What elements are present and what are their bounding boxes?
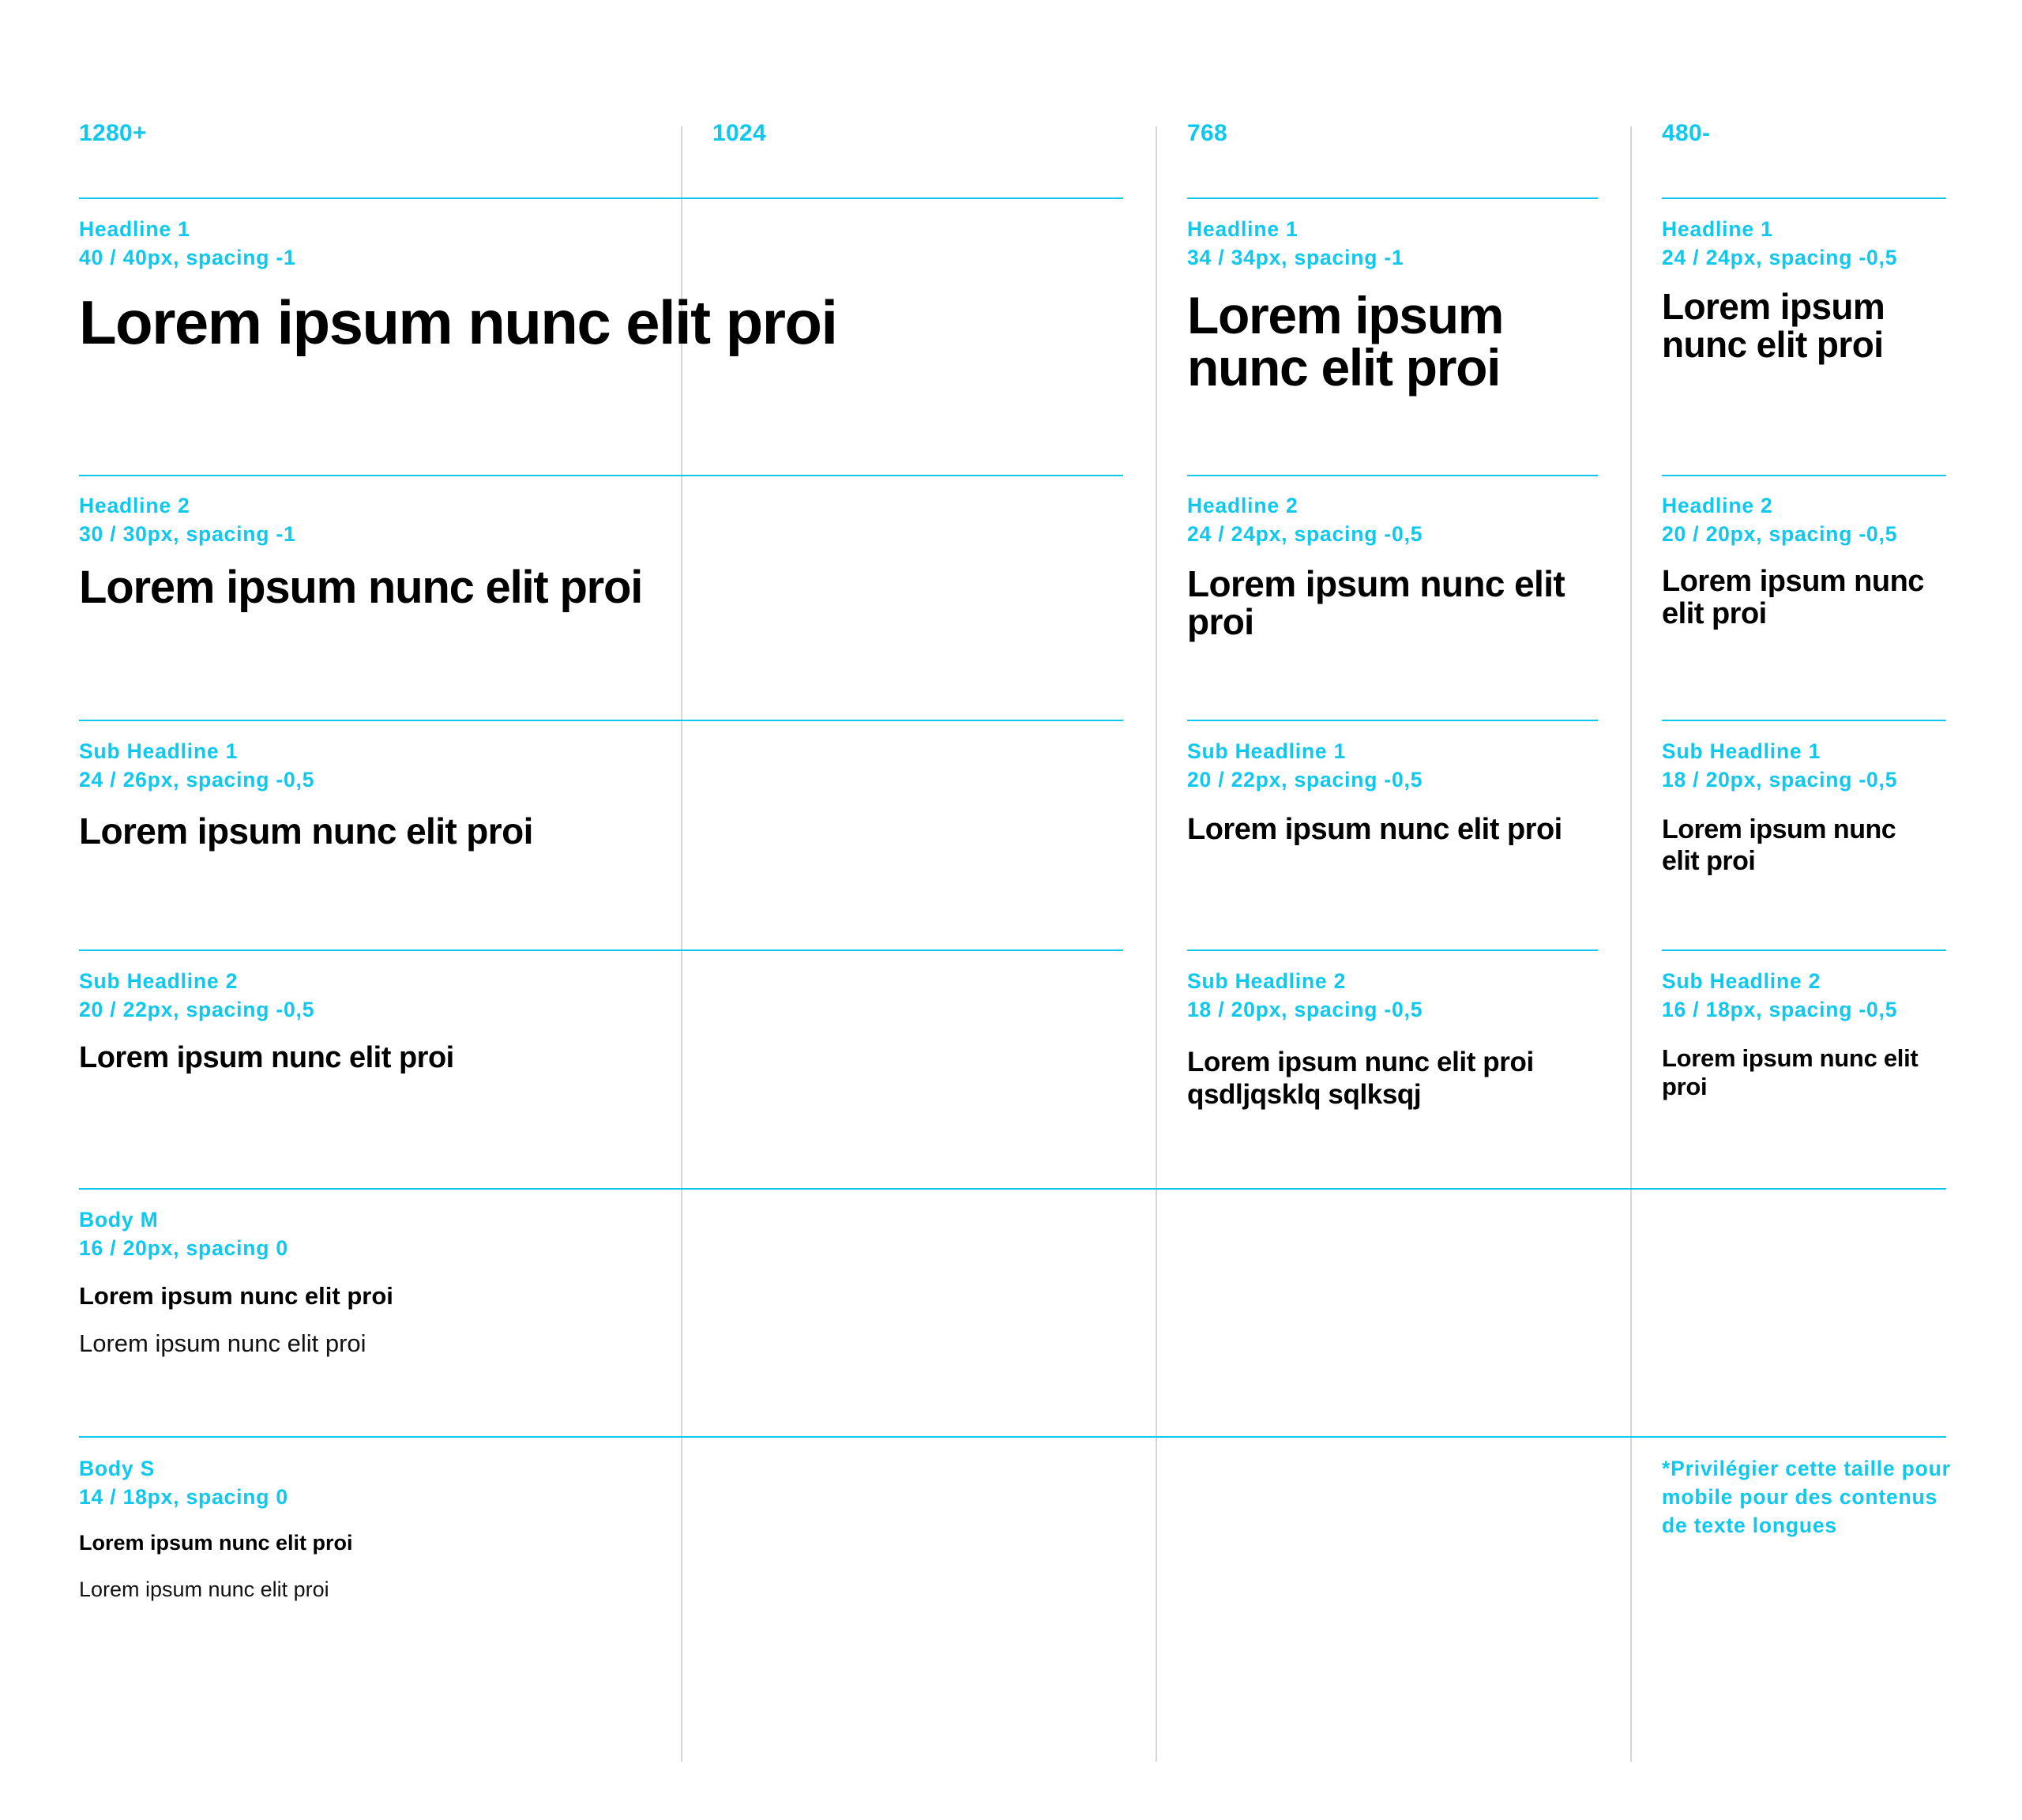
headline1-480-label [1662,215,1897,272]
style-spec: 20 / 22px, spacing -0,5 [1187,768,1423,792]
headline1-768-label [1187,215,1404,272]
style-name: Sub Headline 1 [1187,739,1347,763]
headline1-480-sample: Lorem ipsum nunc elit proi [1662,286,1885,365]
separator-headline2-480 [1662,475,1946,476]
style-spec: 34 / 34px, spacing -1 [1187,246,1404,269]
style-name: Headline 2 [1187,494,1299,517]
separator-subheadline1-768 [1187,720,1598,721]
style-name: Sub Headline 1 [1662,739,1821,763]
style-name: Body M [79,1208,159,1232]
style-name: Headline 1 [1662,217,1773,241]
breakpoint-1024-label: 1024 [712,120,766,146]
style-spec: 24 / 26px, spacing -0,5 [79,768,315,792]
headline2-768-label [1187,491,1423,548]
separator-headline1-480 [1662,197,1946,199]
subheadline2-480-sample: Lorem ipsum nunc elit proi [1662,1044,1919,1100]
column-divider-480 [1630,126,1632,1762]
breakpoint-1280-label: 1280+ [79,120,147,146]
style-spec: 18 / 20px, spacing -0,5 [1662,768,1898,792]
subheadline2-1280-label [79,967,314,1024]
style-name: Sub Headline 1 [79,739,239,763]
style-spec: 40 / 40px, spacing -1 [79,246,296,269]
body-s-bold-sample: Lorem ipsum nunc elit proi [79,1531,353,1555]
style-spec: 16 / 18px, spacing -0,5 [1662,998,1898,1021]
style-name: Sub Headline 2 [1187,969,1347,993]
body-m-label [79,1205,288,1262]
headline2-1280-label [79,491,296,548]
headline2-480-sample: Lorem ipsum nunc elit proi [1662,565,1924,630]
style-name: Body S [79,1457,156,1480]
style-name: Headline 1 [1187,217,1299,241]
style-spec: 24 / 24px, spacing -0,5 [1662,246,1898,269]
style-spec: 18 / 20px, spacing -0,5 [1187,998,1423,1021]
headline2-768-sample: Lorem ipsum nunc elit proi [1187,563,1565,642]
subheadline2-1280-sample: Lorem ipsum nunc elit proi [79,1041,454,1074]
breakpoint-768-label: 768 [1187,120,1227,146]
style-spec: 20 / 22px, spacing -0,5 [79,998,315,1021]
subheadline1-768-sample: Lorem ipsum nunc elit proi [1187,813,1562,846]
separator-subheadline1-1280 [79,720,1123,721]
body-s-mobile-note: *Privilégier cette taille pour mobile pour des contenus de texte longues [1662,1457,1951,1537]
separator-headline2-768 [1187,475,1598,476]
separator-body-s [79,1436,1946,1438]
style-name: Headline 2 [1662,494,1773,517]
column-divider-1024 [681,126,682,1762]
body-m-regular-sample: Lorem ipsum nunc elit proi [79,1329,366,1357]
headline2-480-label [1662,491,1897,548]
subheadline1-480-sample: Lorem ipsum nunc elit proi [1662,814,1896,876]
style-spec: 14 / 18px, spacing 0 [79,1485,288,1509]
separator-body-m [79,1188,1946,1190]
column-divider-768 [1156,126,1157,1762]
style-name: Sub Headline 2 [1662,969,1821,993]
body-s-regular-sample: Lorem ipsum nunc elit proi [79,1577,329,1601]
style-name: Headline 1 [79,217,190,241]
style-spec: 30 / 30px, spacing -1 [79,522,296,546]
breakpoint-480-label: 480- [1662,120,1711,146]
separator-subheadline2-1280 [79,949,1123,951]
style-spec: 20 / 20px, spacing -0,5 [1662,522,1898,546]
subheadline1-1280-label [79,737,314,794]
separator-subheadline2-768 [1187,949,1598,951]
subheadline1-480-label [1662,737,1897,794]
body-m-bold-sample: Lorem ipsum nunc elit proi [79,1282,393,1310]
separator-headline2-1280 [79,475,1123,476]
subheadline1-768-label [1187,737,1423,794]
separator-headline1-768 [1187,197,1598,199]
headline2-1280-sample: Lorem ipsum nunc elit proi [79,562,643,613]
style-spec: 24 / 24px, spacing -0,5 [1187,522,1423,546]
headline1-1280-sample: Lorem ipsum nunc elit proi [79,288,837,357]
subheadline1-1280-sample: Lorem ipsum nunc elit proi [79,810,533,852]
separator-headline1-1280 [79,197,1123,199]
style-name: Sub Headline 2 [79,969,239,993]
separator-subheadline1-480 [1662,720,1946,721]
headline1-1280-label [79,215,296,272]
subheadline2-480-label [1662,967,1897,1024]
style-name: Headline 2 [79,494,190,517]
subheadline2-768-sample: Lorem ipsum nunc elit proi qsdljqsklq sqlksqj [1187,1047,1534,1110]
separator-subheadline2-480 [1662,949,1946,951]
headline1-768-sample: Lorem ipsum nunc elit proi [1187,286,1504,397]
style-spec: 16 / 20px, spacing 0 [79,1236,288,1260]
subheadline2-768-label [1187,967,1423,1024]
body-s-label [79,1454,288,1511]
